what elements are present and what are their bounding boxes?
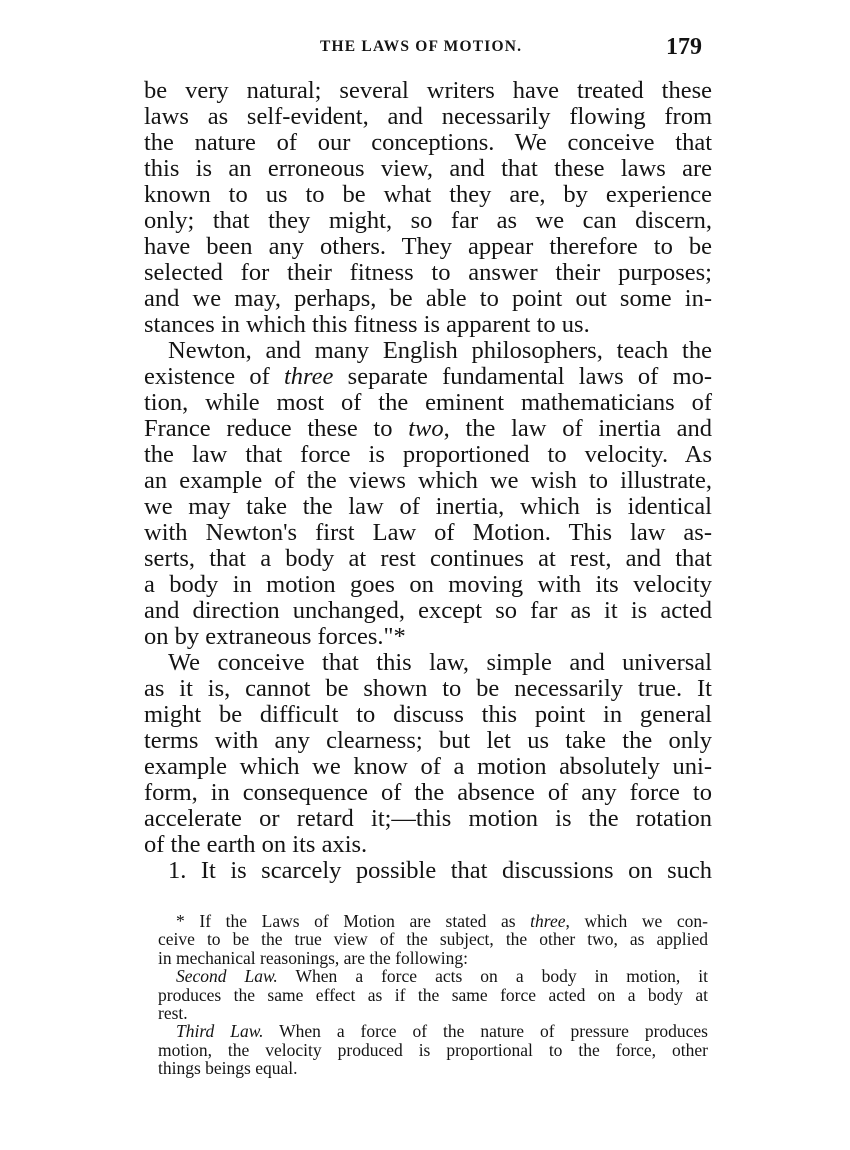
text-line: 1. It is scarcely possible that discussions on such bbox=[168, 857, 712, 884]
text-line: Newton, and many English philosophers, teach the bbox=[168, 337, 712, 364]
emphasis: Third Law. bbox=[176, 1021, 264, 1042]
text-line: with Newton's first Law of Motion. This law as- bbox=[144, 519, 712, 546]
text-line: be very natural; several writers have treated these bbox=[144, 77, 712, 104]
text-line: as it is, cannot be shown to be necessarily true. It bbox=[144, 675, 712, 702]
text-line: and we may, perhaps, be able to point out some in- bbox=[144, 285, 712, 312]
text-line: this is an erroneous view, and that these laws are bbox=[144, 155, 712, 182]
footnote-line: * If the Laws of Motion are stated as three, which we con- bbox=[176, 911, 708, 931]
text-line: stances in which this fitness is apparent to us. bbox=[144, 311, 590, 338]
text-line: the nature of our conceptions. We conceive that bbox=[144, 129, 712, 156]
text-line: a body in motion goes on moving with its velocity bbox=[144, 571, 712, 598]
running-head: THE LAWS OF MOTION. bbox=[320, 38, 523, 55]
footnote-line: ceive to be the true view of the subject, the other two, as applied bbox=[158, 929, 708, 950]
text-line: an example of the views which we wish to illustrate, bbox=[144, 467, 712, 494]
text-line: tion, while most of the eminent mathematicians of bbox=[144, 389, 712, 416]
text-line: existence of three separate fundamental laws of mo- bbox=[144, 363, 713, 390]
text-line: and direction unchanged, except so far as it is acted bbox=[144, 597, 712, 624]
text-line: known to us to be what they are, by experience bbox=[144, 181, 712, 208]
footnote-line: rest. bbox=[158, 1002, 188, 1023]
text-line: serts, that a body at rest continues at rest, and that bbox=[144, 545, 712, 572]
footnote-line: in mechanical reasonings, are the following: bbox=[158, 947, 469, 968]
footnote-line: produces the same effect as if the same force acted on a body at bbox=[158, 984, 708, 1005]
body-text bbox=[144, 78, 712, 884]
text-line: of the earth on its axis. bbox=[144, 831, 368, 858]
footnote-line: things beings equal. bbox=[158, 1058, 298, 1079]
emphasis: two bbox=[408, 415, 444, 442]
text-line: accelerate or retard it;—this motion is the rotation bbox=[144, 805, 712, 832]
footnotes bbox=[158, 912, 708, 1078]
text-line: we may take the law of inertia, which is identical bbox=[144, 493, 712, 520]
emphasis: Second Law. bbox=[176, 966, 278, 987]
text-line: We conceive that this law, simple and universal bbox=[168, 649, 712, 676]
text-line: France reduce these to two, the law of inertia and bbox=[144, 415, 713, 442]
footnote-line: Third Law. When a force of the nature of pressure produces bbox=[176, 1021, 708, 1042]
emphasis: three bbox=[530, 911, 566, 931]
text-line: terms with any clearness; but let us take the only bbox=[144, 727, 712, 754]
footnote-line: motion, the velocity produced is proportional to the force, other bbox=[158, 1039, 708, 1060]
text-line: laws as self-evident, and necessarily flowing from bbox=[144, 103, 712, 130]
text-line: only; that they might, so far as we can discern, bbox=[144, 207, 712, 234]
footnote-line: Second Law. When a force acts on a body in motion, it bbox=[176, 966, 708, 987]
text-line: form, in consequence of the absence of any force to bbox=[144, 779, 712, 806]
text-line: the law that force is proportioned to velocity. As bbox=[144, 441, 712, 468]
emphasis: three bbox=[284, 363, 334, 390]
text-line: selected for their fitness to answer their purposes; bbox=[144, 259, 712, 286]
text-line: might be difficult to discuss this point in general bbox=[144, 701, 712, 728]
text-line: example which we know of a motion absolutely uni- bbox=[144, 753, 712, 780]
text-line: have been any others. They appear therefore to be bbox=[144, 233, 712, 260]
page-number: 179 bbox=[666, 34, 702, 60]
text-line: on by extraneous forces."* bbox=[144, 623, 406, 650]
